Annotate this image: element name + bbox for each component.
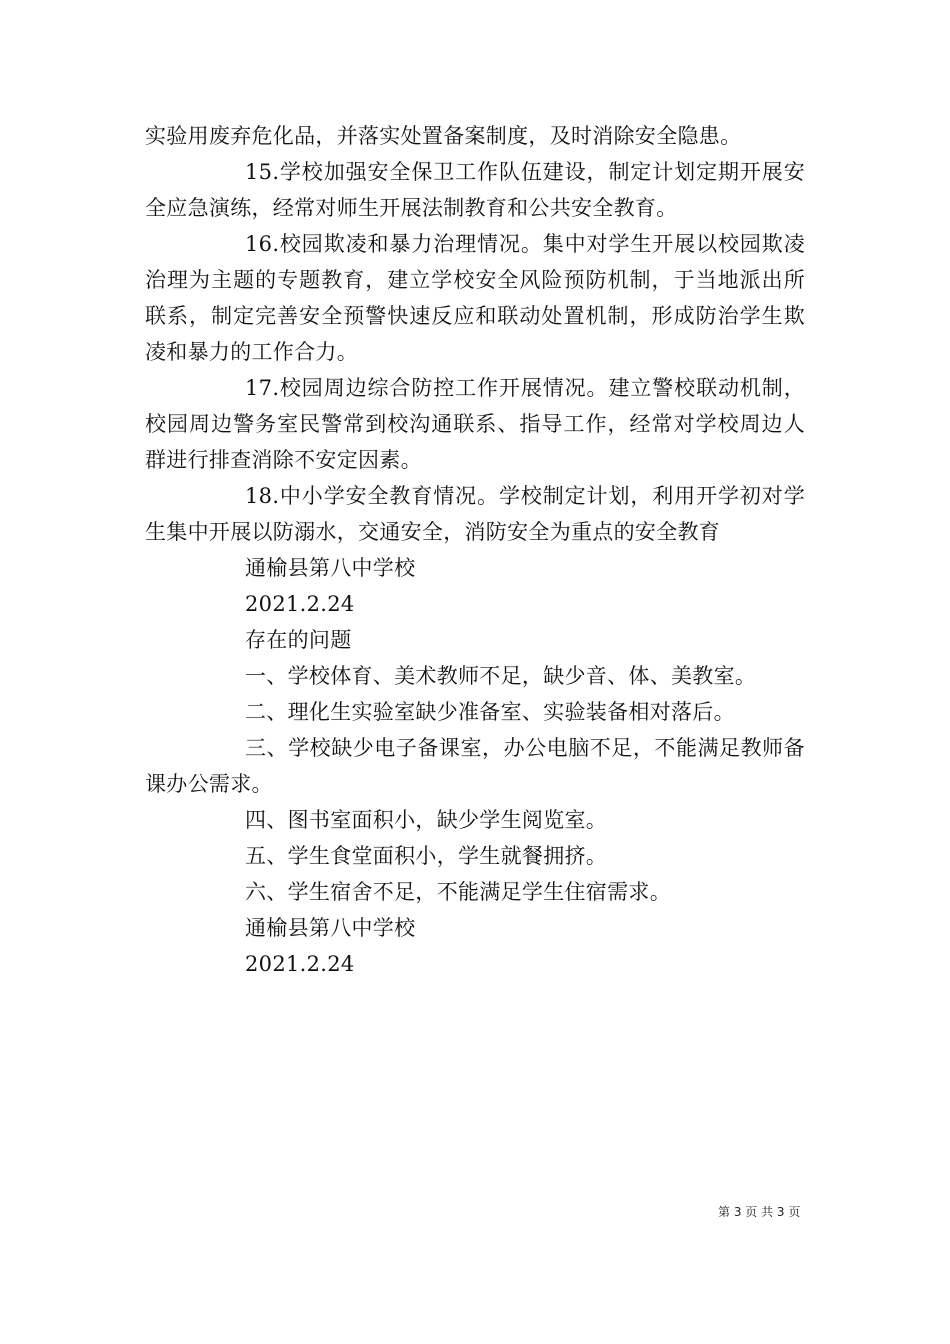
document-body [145,118,805,982]
problem-item: 五、学生食堂面积小，学生就餐拥挤。 [245,844,608,868]
problem-item: 四、图书室面积小，缺少学生阅览室。 [245,808,608,832]
paragraph-item-18: 18.中小学安全教育情况。学校制定计划，利用开学初对学生集中开展以防溺水，交通安全，消防安全为重点的安全教育 [145,484,805,544]
page-number-footer: 第 3 页 共 3 页 [718,1205,801,1219]
paragraph-item-16: 16.校园欺凌和暴力治理情况。集中对学生开展以校园欺凌治理为主题的专题教育，建立学校安全风险预防机制，于当地派出所联系，制定完善安全预警快速反应和联动处置机制，形成防治学生欺凌和暴力的工作合力。 [145,232,805,364]
signature-date: 2021.2.24 [245,952,355,976]
problem-item: 六、学生宿舍不足，不能满足学生住宿需求。 [245,880,671,904]
paragraph-continuation: 实验用废弃危化品，并落实处置备案制度，及时消除安全隐患。 [145,124,742,148]
signature-school: 通榆县第八中学校 [245,556,416,580]
paragraph-item-17: 17.校园周边综合防控工作开展情况。建立警校联动机制，校园周边警务室民警常到校沟通联系、指导工作，经常对学校周边人群进行排查消除不安定因素。 [145,376,805,472]
problem-item: 二、理化生实验室缺少准备室、实验装备相对落后。 [245,700,735,724]
problem-item: 一、学校体育、美术教师不足，缺少音、体、美教室。 [245,664,757,688]
problem-item: 三、学校缺少电子备课室，办公电脑不足，不能满足教师备课办公需求。 [145,736,805,796]
signature-school: 通榆县第八中学校 [245,916,416,940]
problems-heading: 存在的问题 [245,628,352,652]
paragraph-item-15: 15.学校加强安全保卫工作队伍建设，制定计划定期开展安全应急演练，经常对师生开展法制教育和公共安全教育。 [145,160,805,220]
signature-date: 2021.2.24 [245,592,355,616]
